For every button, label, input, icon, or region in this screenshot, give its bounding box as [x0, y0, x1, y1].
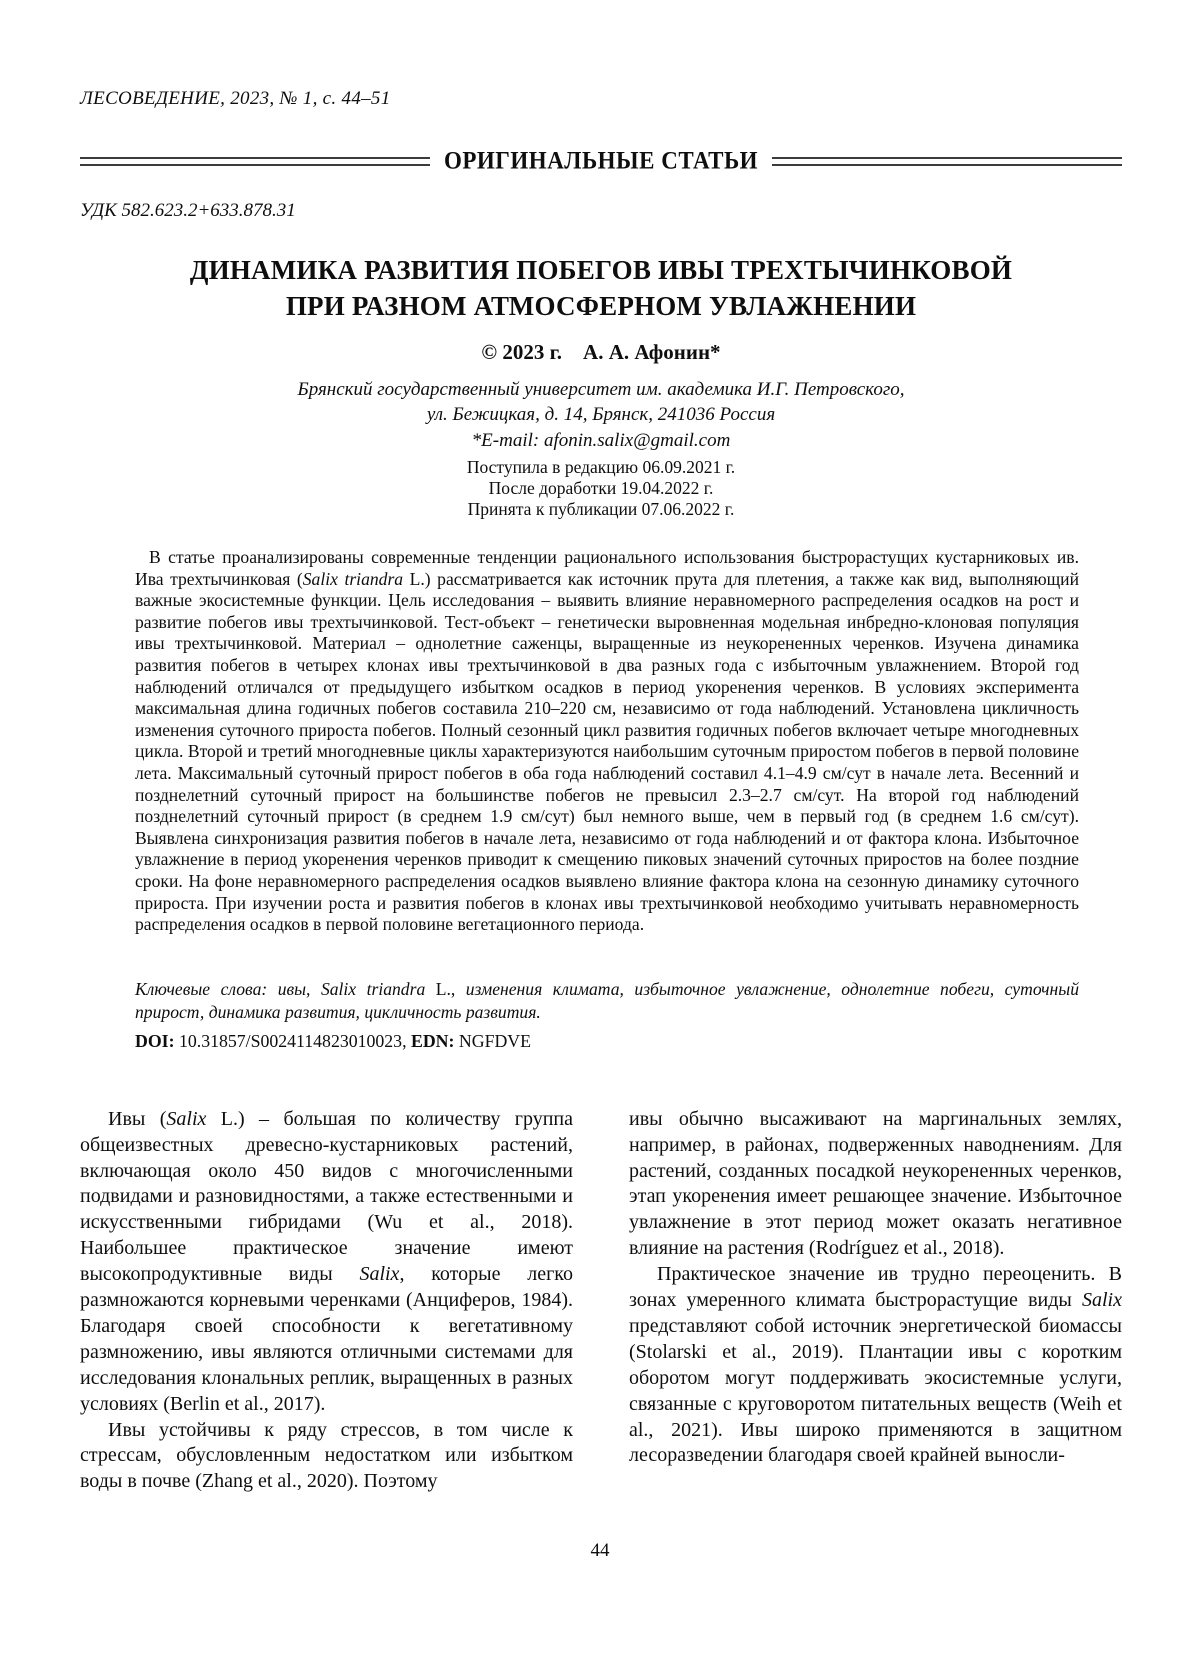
left-column: [80, 1107, 573, 1496]
affiliation-line2: ул. Бежицкая, д. 14, Брянск, 241036 Россия: [426, 404, 776, 425]
doi-edn-line: DOI: 10.31857/S0024114823010023, EDN: NGFDVE: [135, 1030, 532, 1051]
revised-date: После доработки 19.04.2022 г.: [488, 478, 714, 498]
author-byline: © 2023 г. А. А. Афонин*: [481, 340, 721, 364]
body-paragraph: Ивы устойчивы к ряду стрессов, в том числе к стрессам, обусловленным недостатком или избытком воды в почве (Zhang et al., 2020). Поэтому: [80, 1418, 573, 1493]
journal-citation-line: ЛЕСОВЕДЕНИЕ, 2023, № 1, с. 44–51: [80, 88, 391, 109]
body-columns: [80, 1107, 1122, 1496]
banner-rule-left: [80, 157, 430, 166]
page-number: 44: [590, 1540, 610, 1561]
accepted-date: Принята к публикации 07.06.2022 г.: [467, 499, 735, 519]
body-paragraph: Ивы (Salix L.) – большая по количеству группа общеизвестных древесно-кустарниковых растений, включающая около 450 видов с многочисленными подвидами и разновидностями, а также естественными и искусственными гибридами (Wu et al., 2018). Наибольшее практическое значение имеют высокопродуктивные виды Salix, которые легко размножаются корневыми черенками (Анциферов, 1984). Благодаря своей способности к вегетативному размножению, ивы являются отличными системами для исследования клональных реплик, выращенных в разных условиях (Berlin et al., 2017).: [80, 1107, 573, 1415]
keywords-line: Ключевые слова: ивы, Salix triandra L., изменения климата, избыточное увлажнение, однолетние побеги, суточный прирост, динамика развития, цикличность развития.: [135, 978, 1079, 1022]
article-title-line1: ДИНАМИКА РАЗВИТИЯ ПОБЕГОВ ИВЫ ТРЕХТЫЧИНКОВОЙ: [189, 255, 1013, 285]
body-paragraph: Практическое значение ив трудно переоценить. В зонах умеренного климата быстрорастущие виды Salix представляют собой источник энергетической биомассы (Stolarski et al., 2019). Плантации ивы с коротким оборотом могут поддерживать экосистемные услуги, связанные с круговоротом питательных веществ (Weih et al., 2021). Ивы широко применяются в защитном лесоразведении благодаря своей крайней выносли-: [629, 1263, 1122, 1467]
udc-code: УДК 582.623.2+633.878.31: [80, 200, 296, 221]
received-date: Поступила в редакцию 06.09.2021 г.: [466, 457, 736, 477]
right-column: [629, 1107, 1122, 1496]
submission-dates: [80, 457, 1122, 520]
affiliation-line1: Брянский государственный университет им. академика И.Г. Петровского,: [297, 379, 905, 400]
article-title: [80, 252, 1122, 324]
section-heading: ОРИГИНАЛЬНЫЕ СТАТЬИ: [443, 146, 759, 174]
body-paragraph: ивы обычно высаживают на маргинальных землях, например, в районах, подверженных наводнениям. Для растений, созданных посадкой неукорененных черенков, этап укоренения имеет решающее значение. Избыточное увлажнение в этот период может оказать негативное влияние на растения (Rodríguez et al., 2018).: [629, 1107, 1122, 1260]
article-title-line2: ПРИ РАЗНОМ АТМОСФЕРНОМ УВЛАЖНЕНИИ: [285, 291, 917, 321]
affiliation-block: [80, 377, 1122, 427]
abstract-text: В статье проанализированы современные тенденции рационального использования быстрорастущих кустарниковых ив. Ива трехтычинковая (Salix triandra L.) рассматривается как источник прута для плетения, а также как вид, выполняющий важные экосистемные функции. Цель исследования – выявить влияние неравномерного распределения осадков на рост и развитие побегов ивы трехтычинковой. Тест-объект – генетически выровненная модельная инбредно-клоновая популяция ивы трехтычинковой. Материал – однолетние саженцы, выращенные из неукорененных черенков. Изучена динамика развития побегов в четырех клонах ивы трехтычинковой в два разных года с избыточным увлажнением. Второй год наблюдений отличался от предыдущего избытком осадков в период укоренения черенков. В условиях эксперимента максимальная длина годичных побегов составила 210–220 см, независимо от года наблюдений. Установлена цикличность изменения суточного прироста побегов. Полный сезонный цикл развития годичных побегов включает четыре многодневных цикла. Второй и третий многодневные циклы характеризуются наибольшим суточным приростом побегов в первой половине лета. Максимальный суточный прирост побегов в оба года наблюдений составил 4.1–4.9 см/сут в начале лета. Весенний и позднелетний суточный прирост на большинстве побегов не превысил 2.3–2.7 см/сут. На второй год наблюдений позднелетний суточный прирост (в среднем 1.9 см/сут) был немного выше, чем в первый год (в среднем 1.6 см/сут). Выявлена синхронизация развития побегов в начале лета, независимо от года наблюдений и от фактора клона. Избыточное увлажнение в период укоренения черенков приводит к смещению пиковых значений суточных приростов на более поздние сроки. На фоне неравномерного распределения осадков выявлено влияние фактора клона на сезонную динамику суточного прироста. При изучении роста и развития побегов в клонах ивы трехтычинковой необходимо учитывать неравномерность распределения осадков в первой половине вегетационного периода.: [135, 547, 1079, 935]
author-email: *E-mail: afonin.salix@gmail.com: [471, 430, 731, 451]
banner-rule-right: [772, 157, 1122, 166]
section-banner: [80, 148, 1122, 174]
